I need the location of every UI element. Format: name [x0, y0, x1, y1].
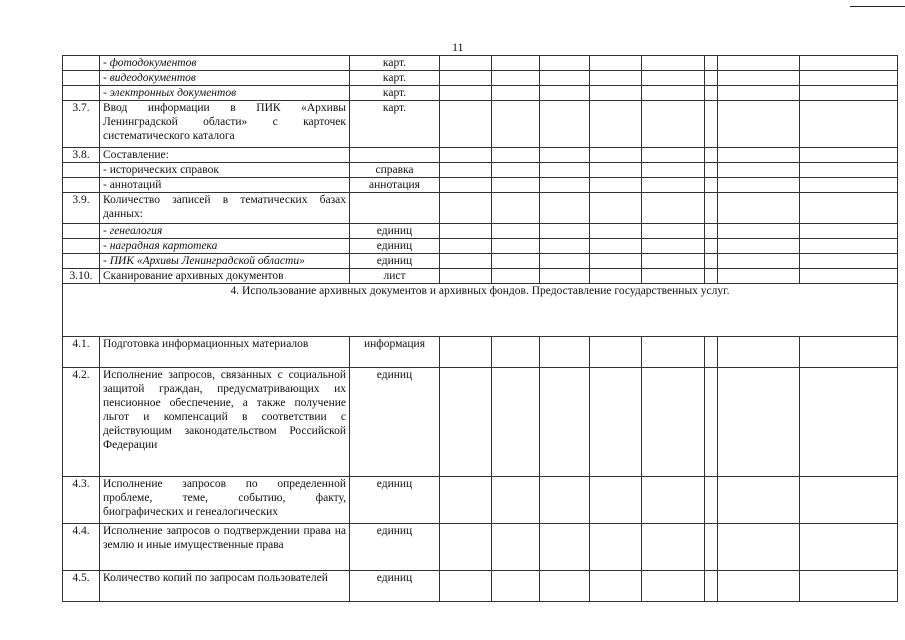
- empty-cell: [492, 368, 540, 477]
- empty-cell: [440, 254, 492, 269]
- row-unit: справка: [350, 163, 440, 178]
- row-unit: единиц: [350, 224, 440, 239]
- row-description: Исполнение запросов о подтверждении права на землю и иные имущественные права: [100, 524, 350, 571]
- empty-cell: [705, 86, 718, 101]
- empty-cell: [642, 163, 705, 178]
- table-row: [63, 56, 898, 71]
- row-description: - ПИК «Архивы Ленинградской области»: [100, 254, 350, 269]
- row-description: Количество копий по запросам пользователей: [100, 571, 350, 602]
- empty-cell: [642, 71, 705, 86]
- empty-cell: [540, 254, 590, 269]
- row-description: Исполнение запросов по определенной проблеме, теме, событию, факту, биографических и генеалогических: [100, 477, 350, 524]
- empty-cell: [642, 254, 705, 269]
- empty-cell: [800, 101, 898, 148]
- empty-cell: [718, 163, 800, 178]
- empty-cell: [540, 524, 590, 571]
- empty-cell: [718, 239, 800, 254]
- empty-cell: [540, 101, 590, 148]
- table-row: [63, 163, 898, 178]
- empty-cell: [590, 571, 642, 602]
- empty-cell: [590, 269, 642, 284]
- empty-cell: [492, 524, 540, 571]
- empty-cell: [800, 524, 898, 571]
- empty-cell: [540, 477, 590, 524]
- empty-cell: [540, 71, 590, 86]
- row-description: Ввод информации в ПИК «Архивы Ленинградской области» с карточек систематического каталога: [100, 101, 350, 148]
- plan-table: [62, 55, 898, 602]
- empty-cell: [705, 239, 718, 254]
- empty-cell: [540, 56, 590, 71]
- empty-cell: [590, 56, 642, 71]
- row-number: 3.8.: [63, 148, 100, 163]
- row-number: [63, 71, 100, 86]
- empty-cell: [800, 254, 898, 269]
- empty-cell: [705, 337, 718, 368]
- empty-cell: [800, 269, 898, 284]
- row-unit: единиц: [350, 477, 440, 524]
- empty-cell: [492, 254, 540, 269]
- row-number: [63, 86, 100, 101]
- empty-cell: [440, 148, 492, 163]
- empty-cell: [718, 86, 800, 101]
- empty-cell: [590, 178, 642, 193]
- row-unit: карт.: [350, 56, 440, 71]
- empty-cell: [440, 163, 492, 178]
- section-title: 4. Использование архивных документов и архивных фондов. Предоставление государственных услуг.: [63, 284, 898, 337]
- empty-cell: [590, 86, 642, 101]
- row-description: - аннотаций: [100, 178, 350, 193]
- table-row: [63, 239, 898, 254]
- empty-cell: [705, 56, 718, 71]
- row-number: [63, 239, 100, 254]
- row-number: 4.3.: [63, 477, 100, 524]
- empty-cell: [492, 337, 540, 368]
- empty-cell: [718, 148, 800, 163]
- empty-cell: [800, 56, 898, 71]
- empty-cell: [800, 571, 898, 602]
- row-description: Исполнение запросов, связанных с социальной защитой граждан, предусматривающих их пенсионное обеспечение, а также получение льгот и компенсаций в соответствии с действующим законодательством Российской Федерации: [100, 368, 350, 477]
- table-row: [63, 269, 898, 284]
- row-description: Составление:: [100, 148, 350, 163]
- empty-cell: [718, 224, 800, 239]
- empty-cell: [642, 56, 705, 71]
- empty-cell: [718, 269, 800, 284]
- empty-cell: [440, 101, 492, 148]
- table-row: [63, 254, 898, 269]
- empty-cell: [590, 193, 642, 224]
- row-description: - исторических справок: [100, 163, 350, 178]
- table-row: [63, 368, 898, 477]
- empty-cell: [800, 148, 898, 163]
- empty-cell: [590, 337, 642, 368]
- empty-cell: [705, 193, 718, 224]
- empty-cell: [492, 86, 540, 101]
- empty-cell: [540, 269, 590, 284]
- row-unit: [350, 148, 440, 163]
- row-unit: карт.: [350, 71, 440, 86]
- row-description: Подготовка информационных материалов: [100, 337, 350, 368]
- row-number: 3.7.: [63, 101, 100, 148]
- empty-cell: [540, 193, 590, 224]
- empty-cell: [705, 477, 718, 524]
- table-row: [63, 178, 898, 193]
- empty-cell: [590, 71, 642, 86]
- empty-cell: [718, 477, 800, 524]
- empty-cell: [642, 337, 705, 368]
- empty-cell: [492, 224, 540, 239]
- empty-cell: [540, 239, 590, 254]
- empty-cell: [642, 524, 705, 571]
- row-number: [63, 163, 100, 178]
- empty-cell: [440, 178, 492, 193]
- empty-cell: [440, 368, 492, 477]
- empty-cell: [492, 148, 540, 163]
- empty-cell: [705, 254, 718, 269]
- empty-cell: [440, 337, 492, 368]
- empty-cell: [800, 239, 898, 254]
- page-number: 11: [452, 40, 464, 54]
- empty-cell: [800, 337, 898, 368]
- empty-cell: [800, 86, 898, 101]
- row-number: 4.5.: [63, 571, 100, 602]
- empty-cell: [642, 101, 705, 148]
- row-number: [63, 56, 100, 71]
- empty-cell: [492, 193, 540, 224]
- row-unit: единиц: [350, 368, 440, 477]
- empty-cell: [718, 193, 800, 224]
- empty-cell: [440, 239, 492, 254]
- empty-cell: [590, 163, 642, 178]
- empty-cell: [642, 193, 705, 224]
- table-row: [63, 193, 898, 224]
- empty-cell: [705, 178, 718, 193]
- empty-cell: [590, 368, 642, 477]
- empty-cell: [718, 524, 800, 571]
- empty-cell: [492, 477, 540, 524]
- row-number: 4.1.: [63, 337, 100, 368]
- empty-cell: [642, 178, 705, 193]
- empty-cell: [718, 254, 800, 269]
- empty-cell: [642, 477, 705, 524]
- empty-cell: [705, 571, 718, 602]
- empty-cell: [540, 86, 590, 101]
- row-unit: единиц: [350, 524, 440, 571]
- empty-cell: [492, 101, 540, 148]
- empty-cell: [492, 56, 540, 71]
- row-description: - наградная картотека: [100, 239, 350, 254]
- table-row: [63, 71, 898, 86]
- empty-cell: [540, 178, 590, 193]
- table-row: [63, 337, 898, 368]
- empty-cell: [540, 224, 590, 239]
- empty-cell: [540, 163, 590, 178]
- empty-cell: [642, 368, 705, 477]
- table-row: [63, 477, 898, 524]
- empty-cell: [492, 71, 540, 86]
- empty-cell: [718, 571, 800, 602]
- empty-cell: [642, 269, 705, 284]
- empty-cell: [440, 269, 492, 284]
- empty-cell: [440, 224, 492, 239]
- empty-cell: [718, 368, 800, 477]
- empty-cell: [800, 368, 898, 477]
- empty-cell: [705, 269, 718, 284]
- table-row: [63, 224, 898, 239]
- empty-cell: [492, 269, 540, 284]
- row-number: [63, 224, 100, 239]
- empty-cell: [642, 148, 705, 163]
- empty-cell: [492, 239, 540, 254]
- empty-cell: [705, 224, 718, 239]
- row-number: [63, 178, 100, 193]
- empty-cell: [800, 178, 898, 193]
- row-description: Количество записей в тематических базах данных:: [100, 193, 350, 224]
- empty-cell: [440, 56, 492, 71]
- row-unit: карт.: [350, 101, 440, 148]
- empty-cell: [705, 163, 718, 178]
- empty-cell: [718, 337, 800, 368]
- empty-cell: [800, 224, 898, 239]
- empty-cell: [705, 71, 718, 86]
- row-unit: информация: [350, 337, 440, 368]
- empty-cell: [705, 524, 718, 571]
- empty-cell: [800, 71, 898, 86]
- row-number: [63, 254, 100, 269]
- empty-cell: [440, 524, 492, 571]
- table-row: [63, 86, 898, 101]
- row-unit: единиц: [350, 239, 440, 254]
- empty-cell: [718, 71, 800, 86]
- empty-cell: [540, 337, 590, 368]
- empty-cell: [718, 178, 800, 193]
- row-number: 4.4.: [63, 524, 100, 571]
- empty-cell: [718, 56, 800, 71]
- row-unit: аннотация: [350, 178, 440, 193]
- section-row: [63, 284, 898, 337]
- empty-cell: [492, 571, 540, 602]
- empty-cell: [590, 524, 642, 571]
- row-unit: лист: [350, 269, 440, 284]
- empty-cell: [540, 148, 590, 163]
- plan-table-body: [63, 56, 898, 602]
- empty-cell: [440, 71, 492, 86]
- row-unit: [350, 193, 440, 224]
- empty-cell: [590, 477, 642, 524]
- empty-cell: [440, 571, 492, 602]
- table-row: [63, 101, 898, 148]
- empty-cell: [540, 368, 590, 477]
- empty-cell: [440, 477, 492, 524]
- empty-cell: [540, 571, 590, 602]
- empty-cell: [705, 368, 718, 477]
- empty-cell: [718, 101, 800, 148]
- row-number: 4.2.: [63, 368, 100, 477]
- row-unit: единиц: [350, 254, 440, 269]
- empty-cell: [440, 86, 492, 101]
- row-unit: единиц: [350, 571, 440, 602]
- row-description: Сканирование архивных документов: [100, 269, 350, 284]
- table-row: [63, 571, 898, 602]
- empty-cell: [440, 193, 492, 224]
- empty-cell: [492, 163, 540, 178]
- row-number: 3.10.: [63, 269, 100, 284]
- row-number: 3.9.: [63, 193, 100, 224]
- empty-cell: [590, 148, 642, 163]
- empty-cell: [800, 477, 898, 524]
- row-unit: карт.: [350, 86, 440, 101]
- empty-cell: [642, 571, 705, 602]
- empty-cell: [642, 86, 705, 101]
- top-rule: [850, 6, 905, 7]
- row-description: - видеодокументов: [100, 71, 350, 86]
- empty-cell: [590, 239, 642, 254]
- empty-cell: [590, 254, 642, 269]
- empty-cell: [642, 239, 705, 254]
- empty-cell: [642, 224, 705, 239]
- empty-cell: [800, 193, 898, 224]
- empty-cell: [800, 163, 898, 178]
- empty-cell: [492, 178, 540, 193]
- empty-cell: [705, 148, 718, 163]
- table-row: [63, 148, 898, 163]
- empty-cell: [590, 224, 642, 239]
- row-description: - генеалогия: [100, 224, 350, 239]
- row-description: - электронных документов: [100, 86, 350, 101]
- empty-cell: [705, 101, 718, 148]
- empty-cell: [590, 101, 642, 148]
- row-description: - фотодокументов: [100, 56, 350, 71]
- table-row: [63, 524, 898, 571]
